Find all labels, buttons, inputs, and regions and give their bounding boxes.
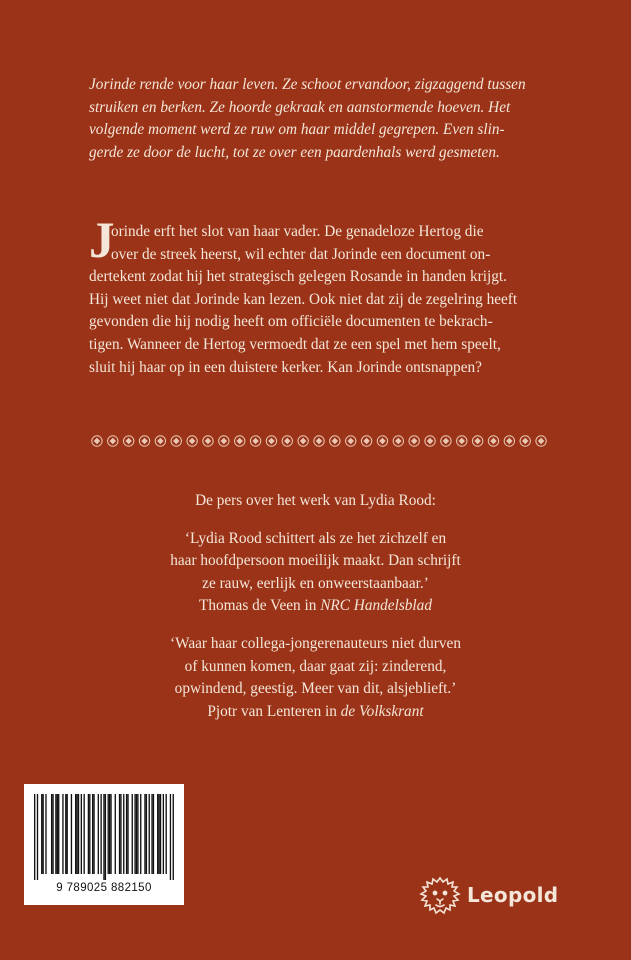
blurb-line: orinde erft het slot van haar vader. De genadeloze Hertog die: [111, 223, 484, 240]
teaser-text: [89, 74, 549, 164]
teaser-line: volgende moment werd ze ruw om haar middel gegrepen. Even slin-: [89, 121, 505, 139]
barcode-icon: [34, 794, 174, 880]
blurb-line: tigen. Wanneer de Hertog vermoedt dat ze een spel met hem speelt,: [89, 335, 501, 353]
quote-line: haar hoofdpersoon moeilijk maakt. Dan schrijft: [170, 552, 461, 570]
lion-head-icon: [418, 875, 462, 919]
press-intro: De pers over het werk van Lydia Rood:: [195, 492, 436, 509]
teaser-line: gerde ze door de lucht, tot ze over een paardenhals werd gesmeten.: [89, 143, 500, 161]
press-quotes: [0, 490, 631, 723]
blurb-text: [89, 221, 552, 379]
teaser-line: Jorinde rende voor haar leven. Ze schoot ervandoor, zigzaggend tussen: [89, 76, 526, 93]
quote-source-author: Thomas de Veen in: [199, 597, 321, 615]
quote-line: opwindend, geestig. Meer van dit, alsjeblieft.’: [174, 680, 457, 698]
quote-line: of kunnen komen, daar gaat zij: zinderend,: [184, 657, 447, 675]
quote-source-publication: NRC Handelsblad: [320, 597, 432, 615]
quote-source-publication: de Volkskrant: [340, 702, 424, 720]
blurb-line: over de streek heerst, wil echter dat Jorinde een document on-: [111, 245, 491, 263]
quote-source-author: Pjotr van Lenteren in: [207, 702, 341, 720]
quote-line: ‘Lydia Rood schittert als ze het zichzelf en: [184, 529, 447, 547]
quote-source: [0, 701, 631, 724]
isbn-number: 9 789025 882150: [56, 882, 152, 894]
blurb-line: sluit hij haar op in een duistere kerker. Kan Jorinde ontsnappen?: [89, 358, 482, 376]
drop-cap: J: [89, 213, 115, 269]
quote-line: ze rauw, eerlijk en onweerstaanbaar.’: [202, 574, 429, 592]
blurb-line: dertekent zodat hij het strategisch gelegen Rosande in handen krijgt.: [89, 268, 507, 286]
blurb-line: gevonden die hij nodig heeft om officiële documenten te bekrach-: [89, 313, 493, 331]
ornament-divider: [89, 434, 549, 448]
quote-source: [0, 595, 631, 618]
quote-line: ‘Waar haar collega-jongerenauteurs niet durven: [170, 634, 461, 652]
publisher-name: Leopold: [467, 883, 559, 907]
teaser-line: struiken en berken. Ze hoorde gekraak en aanstormende hoeven. Het: [89, 98, 511, 116]
blurb-line: Hij weet niet dat Jorinde kan lezen. Ook niet dat zij de zegelring heeft: [89, 290, 518, 308]
barcode: [24, 784, 184, 905]
publisher-logo: [418, 875, 588, 919]
